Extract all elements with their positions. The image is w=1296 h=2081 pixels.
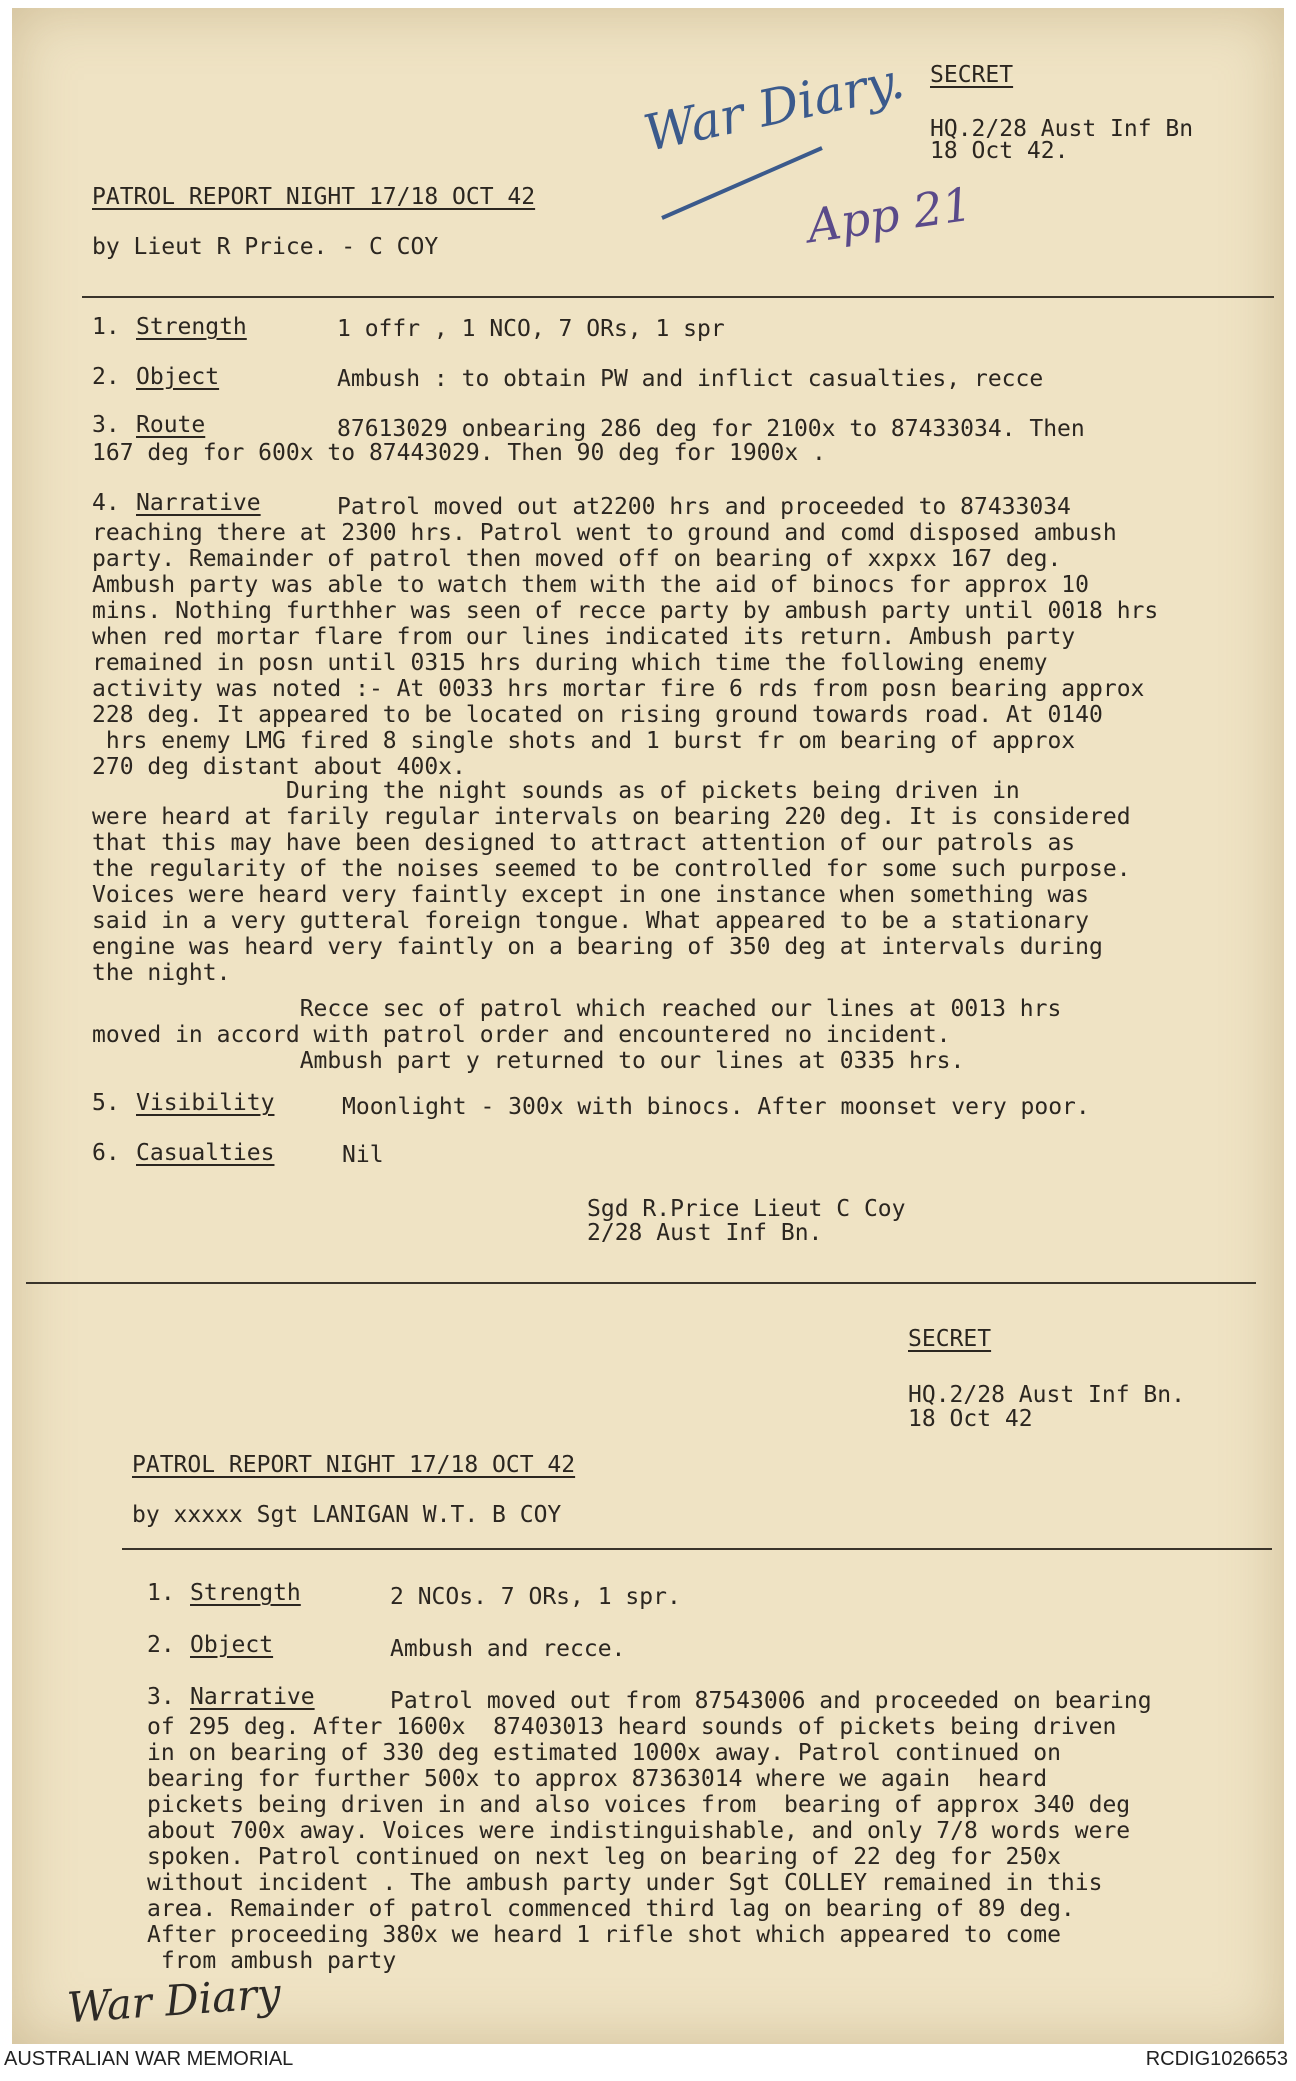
item-number: 3. [92, 412, 120, 438]
document-page [12, 8, 1284, 2044]
narrative-body-1: reaching there at 2300 hrs. Patrol went to ground and comd disposed ambush party. Remainder of patrol then moved off on bearing of xxpxx 167 deg. Ambush party was able to watch them with the aid of binocs for approx 10 mins. Nothing furthher was seen of recce party by ambush party until 0018 hrs when red mortar flare from our lines indicated its return. Ambush party remained in posn until 0315 hrs during which time the following enemy activity was noted :- At 0033 hrs mortar fire 6 rds from posn bearing approx 228 deg. It appeared to be located on rising ground towards road. At 0140 hrs enemy LMG fired 8 single shots and 1 burst fr om bearing of approx 270 deg distant about 400x. [92, 520, 1159, 780]
signature-line-2: 2/28 Aust Inf Bn. [587, 1220, 823, 1246]
divider-1 [82, 296, 1274, 298]
item-value-object-2: Ambush and recce. [390, 1636, 626, 1662]
item-number: 6. [92, 1140, 120, 1166]
item-label-route: Route [136, 412, 206, 438]
pen-stroke [652, 138, 832, 228]
report-by-1: by Lieut R Price. - C COY [92, 234, 439, 260]
item-number: 5. [92, 1090, 120, 1116]
secret-label-1: SECRET [930, 62, 1014, 88]
item-label-strength: Strength [136, 314, 247, 340]
item-number: 1. [147, 1580, 175, 1606]
war-diary-signature: War Diary [65, 1968, 283, 2033]
hq-line-1: HQ.2/28 Aust Inf Bn [930, 116, 1194, 142]
item-label-narrative: Narrative [136, 490, 261, 516]
narrative-first-line: Patrol moved out at2200 hrs and proceeded to 87433034 [337, 494, 1071, 520]
route-text-continued: 167 deg for 600x to 87443029. Then 90 deg for 1900x . [92, 440, 826, 466]
secret-label-2: SECRET [908, 1326, 992, 1352]
item-label-object: Object [136, 364, 220, 390]
item-number: 2. [92, 364, 120, 390]
report-title-1: PATROL REPORT NIGHT 17/18 OCT 42 [92, 184, 536, 210]
item-value-visibility: Moonlight - 300x with binocs. After moonset very poor. [342, 1094, 1090, 1120]
narrative-body-2: of 295 deg. After 1600x 87403013 heard sounds of pickets being driven in on bearing of 330 deg estimated 1000x away. Patrol continued on bearing for further 500x to approx 87363014 where we again heard pickets being driven in and also voices from bearing of approx 340 deg about 700x away. Voices were indistinguishable, and only 7/8 words were spoken. Patrol continued on next leg on bearing of 22 deg for 250x without incident . The ambush party under Sgt COLLEY remained in this area. Remainder of patrol commenced third lag on bearing of 89 deg. After proceeding 380x we heard 1 rifle shot which appeared to come from ambush party [147, 1714, 1131, 1974]
item-label-visibility: Visibility [136, 1090, 275, 1116]
narrative-paragraph-2: During the night sounds as of pickets being driven in were heard at farily regular intervals on bearing 220 deg. It is considered that this may have been designed to attract attention of our patrols as the regularity of the noises seemed to be controlled for some such purpose. Voices were heard very faintly except in one instance when something was said in a very gutteral foreign tongue. What appeared to be a stationary engine was heard very faintly on a bearing of 350 deg at intervals during the night. [92, 778, 1131, 986]
item-value-casualties: Nil [342, 1142, 384, 1168]
item-number: 2. [147, 1632, 175, 1658]
report-title-2: PATROL REPORT NIGHT 17/18 OCT 42 [132, 1452, 576, 1478]
war-diary-annotation: War Diary. [638, 51, 910, 163]
divider-2 [122, 1548, 1272, 1550]
route-text: 87613029 onbearing 286 deg for 2100x to 87433034. Then [337, 416, 1085, 442]
report-by-2: by xxxxx Sgt LANIGAN W.T. B COY [132, 1502, 562, 1528]
item-label-strength-2: Strength [190, 1580, 301, 1606]
signature-line-1: Sgd R.Price Lieut C Coy [587, 1196, 906, 1222]
item-number: 4. [92, 490, 120, 516]
item-value-strength-2: 2 NCOs. 7 ORs, 1 spr. [390, 1584, 681, 1610]
item-number: 1. [92, 314, 120, 340]
item-value-strength: 1 offr , 1 NCO, 7 ORs, 1 spr [337, 316, 725, 342]
narrative-first-line-2: Patrol moved out from 87543006 and proceeded on bearing [390, 1688, 1152, 1714]
date-line-1: 18 Oct 42. [930, 138, 1069, 164]
divider-reports [26, 1282, 1256, 1284]
item-label-narrative-2: Narrative [190, 1684, 315, 1710]
appendix-annotation: App 21 [804, 176, 976, 254]
narrative-paragraph-3: Recce sec of patrol which reached our lines at 0013 hrs moved in accord with patrol order and encountered no incident. Ambush part y returned to our lines at 0335 hrs. [92, 996, 1062, 1074]
item-label-object-2: Object [190, 1632, 274, 1658]
footer-left: AUSTRALIAN WAR MEMORIAL [4, 2048, 294, 2070]
item-value-object: Ambush : to obtain PW and inflict casualties, recce [337, 366, 1044, 392]
date-line-2: 18 Oct 42 [908, 1406, 1033, 1432]
footer-right: RCDIG1026653 [1145, 2048, 1288, 2070]
item-number: 3. [147, 1684, 175, 1710]
hq-line-2: HQ.2/28 Aust Inf Bn. [908, 1382, 1185, 1408]
item-label-casualties: Casualties [136, 1140, 275, 1166]
